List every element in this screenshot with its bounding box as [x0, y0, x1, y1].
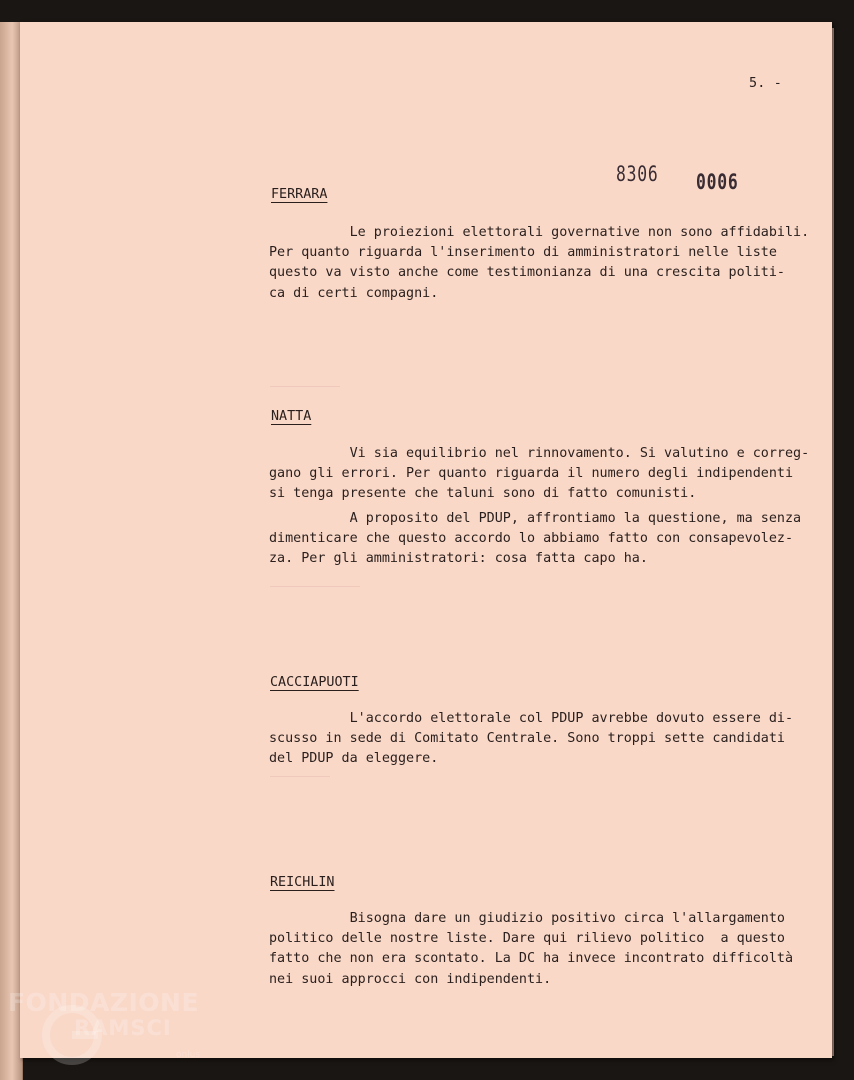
- text-line: Vi sia equilibrio nel rinnovamento. Si valutino e correg-: [269, 446, 810, 461]
- paragraph-ferrara-1: [269, 223, 809, 304]
- speaker-heading-cacciapuoti: CACCIAPUOTI: [270, 675, 359, 690]
- text-line: si tenga presente che taluni sono di fatto comunisti.: [269, 486, 697, 502]
- text-line: questo va visto anche come testimonianza di una crescita politi-: [269, 265, 785, 281]
- text-line: nei suoi approcci con indipendenti.: [269, 971, 552, 987]
- paragraph-cacciapuoti-1: [269, 709, 793, 770]
- page-number: 5. -: [749, 76, 783, 91]
- text-line: scusso in sede di Comitato Centrale. Sono troppi sette candidati: [269, 731, 785, 747]
- bleed-through-mark: [270, 574, 360, 587]
- archive-stamp-sequence: 0006: [696, 170, 739, 194]
- text-line: dimenticare che questo accordo lo abbiamo fatto con consapevolez-: [269, 531, 794, 547]
- fondazione-gramsci-watermark: [8, 988, 218, 1074]
- paragraph-natta-2: [269, 509, 801, 570]
- speaker-heading-ferrara: FERRARA: [271, 187, 328, 202]
- text-line: Le proiezioni elettorali governative non sono affidabili.: [269, 225, 810, 240]
- watermark-line-1: FONDAZIONE: [8, 988, 200, 1017]
- speaker-heading-reichlin: REICHLIN: [270, 875, 335, 890]
- paragraph-reichlin-1: [269, 909, 793, 990]
- speaker-heading-natta: NATTA: [271, 409, 312, 424]
- text-line: fatto che non era scontato. La DC ha invece incontrato difficoltà: [269, 951, 794, 967]
- archive-stamp-number: 8306: [616, 162, 659, 186]
- text-line: L'accordo elettorale col PDUP avrebbe dovuto essere di-: [269, 711, 794, 726]
- text-line: gano gli errori. Per quanto riguarda il numero degli indipendenti: [269, 466, 794, 482]
- text-line: Per quanto riguarda l'inserimento di amministratori nelle liste: [269, 245, 777, 261]
- paragraph-natta-1: [269, 444, 809, 505]
- bleed-through-mark: [270, 374, 340, 387]
- text-line: politico delle nostre liste. Dare qui rilievo politico a questo: [269, 931, 785, 947]
- text-line: del PDUP da eleggere.: [269, 751, 439, 767]
- watermark-line-2: RAMSCI: [74, 1016, 172, 1040]
- text-line: ca di certi compagni.: [269, 285, 439, 301]
- watermark-line-3: onlus: [176, 1050, 201, 1060]
- text-line: za. Per gli amministratori: cosa fatta capo ha.: [269, 551, 648, 567]
- text-line: A proposito del PDUP, affrontiamo la questione, ma senza: [269, 511, 802, 526]
- text-line: Bisogna dare un giudizio positivo circa l'allargamento: [269, 911, 785, 926]
